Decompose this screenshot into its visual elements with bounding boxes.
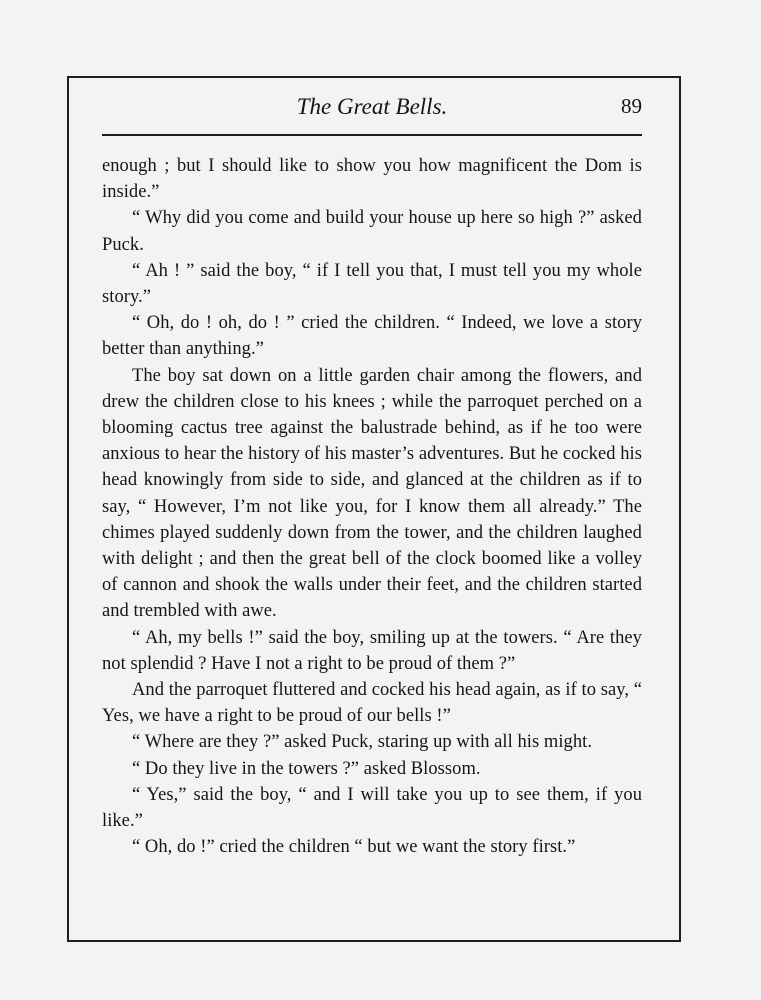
paragraph: “ Do they live in the towers ?” asked Blossom. bbox=[132, 758, 481, 779]
paragraph: “ Ah, my bells !” said the boy, smiling up at the towers. “ Are they not splendid ? Have I not a right to be proud of them ?” bbox=[102, 627, 642, 674]
header-rule bbox=[102, 134, 642, 136]
page-number: 89 bbox=[621, 94, 642, 118]
body-text bbox=[102, 153, 642, 860]
paragraph: “ Where are they ?” asked Puck, staring up with all his might. bbox=[132, 732, 592, 753]
paragraph: “ Ah ! ” said the boy, “ if I tell you that, I must tell you my whole story.” bbox=[102, 260, 642, 308]
paragraph: enough ; but I should like to show you how magnificent the Dom is inside.” bbox=[102, 156, 642, 203]
running-title: The Great Bells. bbox=[296, 94, 448, 119]
paragraph: “ Oh, do ! oh, do ! ” cried the children. “ Indeed, we love a story better than anything.” bbox=[102, 313, 642, 360]
page-header bbox=[102, 88, 642, 128]
paragraph: “ Why did you come and build your house up here so high ?” asked Puck. bbox=[102, 208, 642, 255]
paragraph: The boy sat down on a little garden chair among the flowers, and drew the children close to his knees ; while the parroquet perched on a blooming cactus tree against the balustrade behind, as if he too were anxious to hear the history of his master’s adventures. But he cocked his head knowingly from side to side, and glanced at the children as if to say, “ However, I’m not like you, for I know them all already.” The chimes played suddenly down from the tower, and the children laughed with delight ; and then the great bell of the clock boomed like a volley of cannon and shook the walls under their feet, and the children started and trembled with awe. bbox=[102, 365, 642, 622]
paragraph: And the parroquet fluttered and cocked his head again, as if to say, “ Yes, we have a right to be proud of our bells !” bbox=[102, 680, 642, 727]
paragraph: “ Yes,” said the boy, “ and I will take you up to see them, if you like.” bbox=[102, 784, 642, 832]
paragraph: “ Oh, do !” cried the children “ but we want the story first.” bbox=[132, 837, 576, 858]
